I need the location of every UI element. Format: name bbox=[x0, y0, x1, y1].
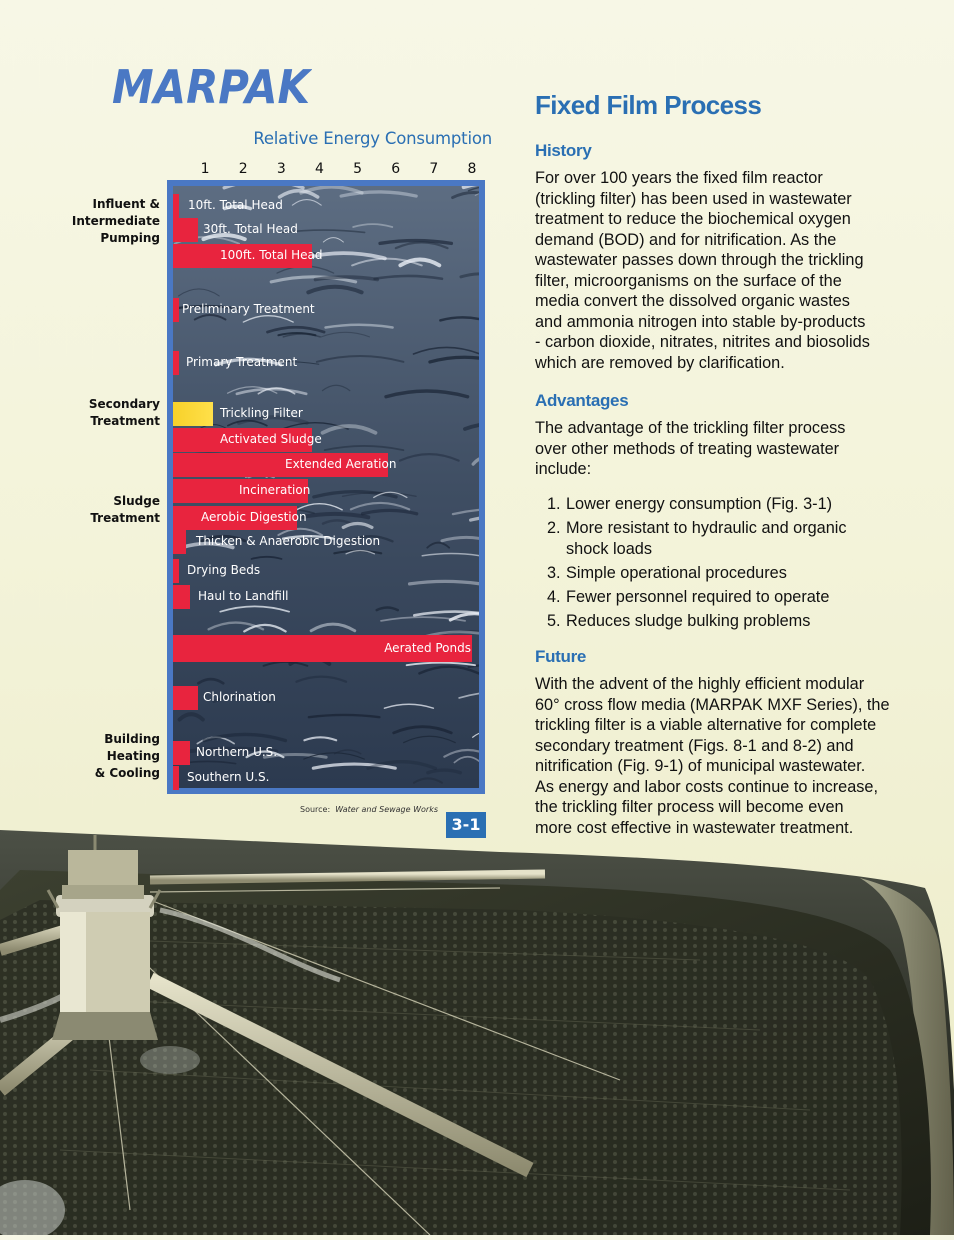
axis-tick-label: 5 bbox=[353, 161, 363, 177]
text-line: treatment to reduce the biochemical oxygen bbox=[535, 210, 851, 228]
future-heading: Future bbox=[535, 647, 587, 666]
category-secondary-treatment bbox=[60, 396, 160, 430]
advantage-list-item bbox=[547, 494, 897, 515]
bar bbox=[173, 585, 190, 609]
category-building-heating-cooling bbox=[60, 731, 160, 782]
bar bbox=[173, 298, 179, 322]
marpak-logo bbox=[112, 66, 312, 108]
text-line: the trickling filter process will become even bbox=[535, 798, 844, 816]
category-line: Intermediate bbox=[71, 214, 160, 228]
list-item-text: More resistant to hydraulic and organic bbox=[566, 519, 847, 537]
axis-tick-label: 4 bbox=[315, 161, 324, 177]
category-line: & Cooling bbox=[94, 766, 160, 780]
text-line: secondary treatment (Figs. 8-1 and 8-2) and bbox=[535, 736, 854, 755]
bar-label: Primary Treatment bbox=[186, 355, 298, 369]
text-line: media convert the dissolved organic wastes bbox=[535, 292, 850, 310]
trickling-filter-photo bbox=[0, 830, 954, 1235]
advantage-list-item bbox=[547, 611, 897, 632]
text-line: more cost effective in wastewater treatment. bbox=[535, 818, 854, 837]
axis-tick-label: 2 bbox=[238, 161, 248, 177]
figure-number-badge: 3-1 bbox=[446, 812, 486, 838]
advantage-list-item bbox=[547, 563, 897, 584]
bar bbox=[173, 218, 198, 242]
text-line: For over 100 years the fixed film reactor bbox=[535, 169, 823, 187]
text-line: demand (BOD) and for nitrification. As the bbox=[535, 230, 837, 249]
text-line: and ammonia nitrogen into stable by-products bbox=[535, 312, 866, 331]
text-line: over other methods of treating wastewater bbox=[535, 439, 840, 458]
bar-label: 100ft. Total Head bbox=[220, 248, 323, 262]
list-number: 2. bbox=[547, 519, 561, 537]
bar-label: Aerobic Digestion bbox=[201, 510, 307, 524]
bar-label: Drying Beds bbox=[187, 563, 261, 577]
list-item-text: Fewer personnel required to operate bbox=[566, 587, 830, 606]
category-line: Influent & bbox=[92, 197, 160, 211]
text-line: As energy and labor costs continue to increase, bbox=[535, 777, 879, 796]
chart-title: Relative Energy Consumption bbox=[253, 129, 492, 148]
bar-label: Chlorination bbox=[203, 690, 276, 704]
category-line: Treatment bbox=[90, 511, 160, 525]
list-item-text: shock loads bbox=[566, 539, 652, 558]
bar-label: Southern U.S. bbox=[187, 770, 270, 784]
list-item-text: Reduces sludge bulking problems bbox=[566, 611, 811, 630]
category-line: Pumping bbox=[100, 231, 160, 245]
future-paragraph bbox=[535, 674, 910, 838]
bar-label: Northern U.S. bbox=[196, 745, 278, 759]
advantage-list-item bbox=[547, 587, 897, 608]
list-item-text: Simple operational procedures bbox=[566, 563, 787, 582]
text-line: 60° cross flow media (MARPAK MXF Series), the bbox=[535, 695, 890, 714]
category-influent-pumping bbox=[60, 196, 160, 247]
bar bbox=[173, 741, 190, 765]
axis-tick-label: 8 bbox=[467, 161, 477, 177]
text-line: wastewater passes down through the trickling bbox=[535, 251, 864, 269]
text-line: (trickling filter) has been used in wastewater bbox=[535, 189, 852, 208]
logo-text: MARPAK bbox=[112, 66, 312, 108]
source-note bbox=[240, 805, 438, 814]
text-line: which are removed by clarification. bbox=[535, 353, 785, 372]
bar bbox=[173, 530, 186, 554]
bar-label: Incineration bbox=[239, 483, 311, 497]
list-number: 1. bbox=[547, 495, 561, 513]
bar bbox=[173, 402, 213, 426]
text-line: nitrification (Fig. 9-1) of municipal wastewater. bbox=[535, 757, 866, 775]
category-line: Treatment bbox=[90, 414, 160, 428]
advantages-heading: Advantages bbox=[535, 391, 629, 410]
bar-label: Extended Aeration bbox=[285, 457, 397, 471]
text-line: The advantage of the trickling filter process bbox=[535, 419, 846, 437]
axis-tick-label: 3 bbox=[276, 161, 286, 177]
history-heading: History bbox=[535, 141, 592, 160]
list-number: 3. bbox=[547, 563, 561, 582]
axis-tick-label: 6 bbox=[391, 161, 401, 177]
bar bbox=[173, 351, 179, 375]
axis-tick-label: 1 bbox=[200, 161, 210, 177]
bar bbox=[173, 766, 179, 790]
advantage-list-item bbox=[547, 518, 897, 559]
list-number: 4. bbox=[547, 587, 561, 606]
bar-label: Preliminary Treatment bbox=[182, 302, 315, 316]
bar bbox=[173, 194, 179, 218]
bar-label: 30ft. Total Head bbox=[203, 222, 298, 236]
bar-label: Aerated Ponds bbox=[384, 641, 471, 655]
source-prefix: Source: bbox=[299, 805, 331, 814]
category-line: Sludge bbox=[113, 494, 160, 508]
bar-label: Trickling Filter bbox=[220, 406, 303, 420]
category-line: Secondary bbox=[88, 397, 160, 411]
text-line: With the advent of the highly efficient modular bbox=[535, 675, 865, 693]
advantages-list bbox=[547, 494, 897, 635]
axis-tick-label: 7 bbox=[429, 161, 439, 177]
text-line: filter, microorganisms on the surface of the bbox=[535, 271, 842, 290]
chart-panel bbox=[167, 180, 485, 794]
source-title: Water and Sewage Works bbox=[335, 805, 438, 814]
category-sludge-treatment bbox=[60, 493, 160, 527]
bar-label: Activated Sludge bbox=[220, 432, 322, 446]
history-paragraph bbox=[535, 168, 910, 373]
text-line: trickling filter is a viable alternative for complete bbox=[535, 716, 877, 734]
text-line: include: bbox=[535, 460, 592, 478]
bar bbox=[173, 559, 179, 583]
text-line: - carbon dioxide, nitrates, nitrites and biosolids bbox=[535, 333, 870, 351]
bar bbox=[173, 686, 198, 710]
page-title: Fixed Film Process bbox=[535, 90, 762, 120]
advantages-intro bbox=[535, 418, 910, 480]
bar-label: Haul to Landfill bbox=[198, 589, 289, 603]
bar-label: Thicken & Anaerobic Digestion bbox=[196, 534, 381, 548]
category-line: Building bbox=[104, 732, 160, 746]
category-line: Heating bbox=[106, 749, 160, 763]
list-item-text: Lower energy consumption (Fig. 3-1) bbox=[566, 495, 833, 513]
bar-label: 10ft. Total Head bbox=[188, 198, 283, 212]
list-number: 5. bbox=[547, 611, 561, 630]
